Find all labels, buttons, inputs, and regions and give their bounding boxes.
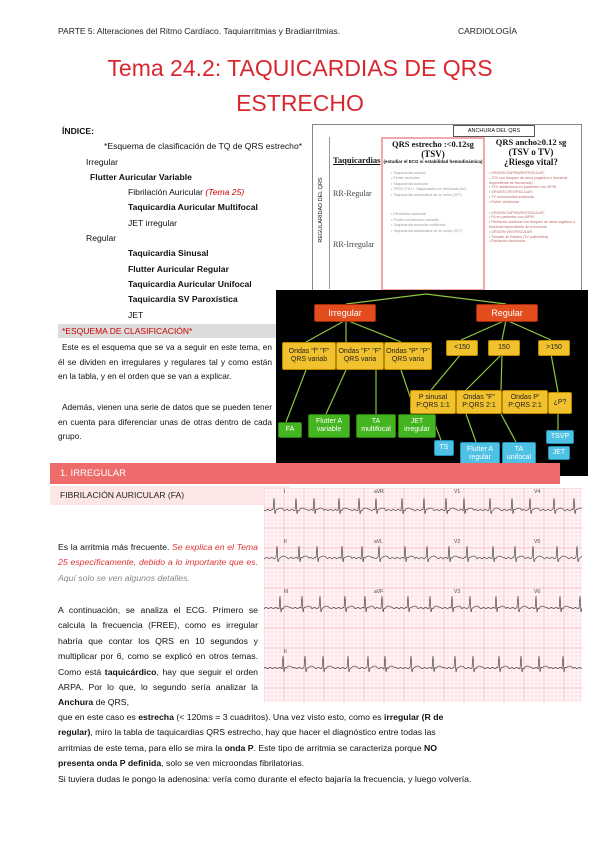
body-p2-e: de QRS, [93, 697, 129, 708]
body-line-2 [58, 725, 568, 740]
body-l1-c: (< 120ms = 3 cuadritos). Una vez visto esto, como es [173, 712, 384, 722]
table-cell-item: • ORIGEN VENTRICULAR: [489, 229, 533, 234]
diagram-ts: TS [434, 440, 454, 456]
body-line-3 [58, 741, 568, 756]
diagram-ondas-F: Ondas "F" P:QRS 2:1 [456, 390, 502, 414]
table-col1 [381, 137, 485, 291]
table-left-label: REGULARIDAD DEL QRS [318, 177, 324, 243]
ecg-lead-trace [264, 546, 582, 562]
ecg-lead-label: V2 [454, 539, 461, 545]
diagram-gt150: >150 [538, 340, 570, 356]
diagram-ondas-P: Ondas P' P:QRS 2:1 [502, 390, 548, 414]
table-col1-note: (estudiar el ECG si estabilidad hemodinámica) [383, 159, 483, 164]
body-p1-c: Aquí solo se ven algunos detalles. [58, 572, 190, 583]
ecg-lead-label: I [284, 489, 286, 495]
table-cell-item: • Fibrilación ventricular [489, 239, 526, 244]
toc-regular: Regular [86, 233, 117, 244]
ecg-lead-label: aVL [374, 539, 383, 545]
table-cell-item: • ORIGEN VENTRICULAR: [489, 190, 533, 195]
diagram-jet-irregular: JET irregular [398, 414, 436, 438]
ecg-lead-label: II [284, 539, 287, 545]
diagram-fa: FA [278, 422, 302, 438]
table-cell-item: • TV monomórfica sostenida [489, 194, 534, 199]
table-cell-item: • TPSV (TIN + Taquicardia por reentrada AV) [391, 187, 467, 191]
table-cell-item: • Flutter conducción variable [391, 217, 439, 222]
diagram-ta-unifocal: TA unifocal [502, 442, 536, 466]
ecg-strip [264, 488, 582, 702]
toc-flutter-regular: Flutter Auricular Regular [128, 263, 229, 274]
diagram-flutter-variable: Flutter A variable [308, 414, 350, 438]
table-cell-item: • Taquicardia sinusal [391, 170, 426, 175]
ecg-lead-label: V1 [454, 489, 461, 495]
ecg-lead-trace [264, 498, 582, 514]
table-cell-item: • TSV antidrómica en pacientes con WPW [489, 185, 557, 190]
table-cell-item: • FA en pacientes con WPW [489, 215, 534, 220]
body-l1-b: estrecha [138, 712, 174, 722]
section-title: 1. IRREGULAR [50, 463, 560, 484]
toc-ta-multifocal: Taquicardia Auricular Multifocal [128, 202, 258, 213]
toc-tsvp: Taquicardia SV Paroxística [128, 294, 238, 305]
table-row-irregular: RR-Irregular [333, 240, 375, 249]
table-col2-title: QRS ancho≥0.12 sg [495, 137, 567, 147]
toc-ts: Taquicardia Sinusal [128, 248, 209, 259]
ecg-lead-label: V6 [534, 589, 541, 595]
toc-jet: JET [128, 309, 144, 320]
table-cell-item: • Taquicardia auricular multifocal [391, 223, 446, 227]
ecg-lead-label: II [284, 649, 287, 655]
classification-table [312, 124, 582, 292]
table-cell-item: • TSV con bloqueo de rama (orgánico o funcional dependiente de frecuencia) [489, 175, 568, 185]
diagram-psinusal: P sinusal P:QRS 1:1 [410, 390, 456, 414]
body-p2-a: A continuación, se analiza el ECG. Primero se calcula la frecuencia (FREE), como es irregular habría que contar los QRS en 10 segundos y multiplicar por 6, como se explicó en otros temas. Como está [58, 605, 258, 677]
diagram-regular: Regular [476, 304, 538, 322]
running-header-right: CARDIOLOGÍA [458, 26, 518, 36]
table-col2-sub: (TSV o TV) [508, 147, 554, 157]
diagram-ta-multifocal: TA multifocal [356, 414, 396, 438]
ecg-lead-label: V5 [534, 539, 541, 545]
body-l1-a: que en este caso es [58, 712, 139, 722]
toc-fa-text: Fibrilación Auricular [128, 187, 206, 198]
diagram-eq150: 150 [488, 340, 520, 356]
toc-fa-ref: (Tema 25) [205, 187, 245, 198]
body-l3-a: arritmias de este tema, para ello se mira la [58, 742, 225, 753]
esquema-paragraph-1: Este es el esquema que se va a seguir en este tema, en él se dividen en irregulares y regulares tal y como están en la tabla, y en el orden que se van a explicar. [58, 342, 272, 381]
body-p1-b: Se explica en el Tema 25 específicamente, debido a lo importante que es. [58, 542, 258, 568]
table-cell-regular-wide [485, 171, 577, 205]
ecg-lead-label: aVR [374, 489, 384, 495]
body-line-4 [58, 756, 568, 771]
body-p1-a: Es la arritmia más frecuente. [58, 542, 173, 552]
table-cell-item: • Torsade de Pointes (TV polimórfica) [489, 234, 549, 239]
diagram-lt150: <150 [446, 340, 478, 356]
table-cell-item: • Taquicardia auricular [391, 181, 429, 186]
body-p2-d: Anchura [58, 697, 94, 708]
toc-fa [62, 185, 322, 200]
classification-diagram [276, 290, 588, 476]
table-cell-item: • Taquicardia automática de la unión (JET) [391, 192, 463, 197]
diagram-q2: Ondas "F" "F" QRS varia [336, 342, 384, 370]
diagram-p-question: ¿P? [548, 392, 572, 414]
body-line-5: Si tuviera dudas le pongo la adenosina: vería como durante el efecto bajaría la frecuencia, y luego volvería. [58, 773, 472, 784]
body-l4-b: , solo se ven microondas fibrilatorias. [161, 758, 305, 769]
table-cell-item: • Taquicardia automática de la unión (JET) [391, 228, 463, 233]
table-col0: Taquicardias [333, 155, 381, 165]
esquema-label: *ESQUEMA DE CLASIFICACIÓN* [58, 324, 294, 338]
body-l3-c: . Este tipo de arritmia se caracteriza porque [253, 742, 424, 753]
toc-label: ÍNDICE: [62, 126, 94, 136]
table-col2 [485, 137, 577, 287]
table-cell-item: • Fibrilación auricular con bloqueo de rama orgánico o funcional dependiente de frecuencia [489, 220, 575, 229]
body-p2-c: , hay que seguir el orden ARPA. Por lo que, lo segundo sería analizar la [58, 666, 258, 693]
body-l1-d: irregular (R de [383, 712, 444, 722]
body-l3-d: NO [424, 742, 438, 753]
toc-irregular: Irregular [86, 156, 118, 167]
body-l2-b: , miro la tabla de taquicardias QRS estrecho, hay que hacer el diagnóstico entre todas las [90, 727, 436, 738]
ecg-trace [264, 488, 582, 702]
diagram-irregular: Irregular [314, 304, 376, 322]
table-row-regular: RR-Regular [333, 189, 372, 198]
table-cell-item: • Fibrilación auricular [391, 212, 427, 216]
table-cell-regular-narrow [383, 171, 483, 199]
table-col1-sub: (TSV) [421, 149, 445, 159]
toc-ta-unifocal: Taquicardia Auricular Unifocal [128, 278, 252, 289]
body-paragraph-1 [58, 540, 258, 586]
running-header-left: PARTE 5: Alteraciones del Ritmo Cardíaco. Taquiarritmias y Bradiarritmias. [58, 26, 341, 36]
body-p2-b: taquicárdico [104, 666, 157, 677]
body-l2-a: regular) [58, 727, 91, 738]
table-cell-item: • ORIGEN SUPRAVENTRICULAR: [489, 171, 545, 175]
diagram-q3: Ondas "P" "P" QRS varia [384, 342, 432, 370]
toc-jet-irregular: JET irregular [128, 217, 178, 228]
diagram-flutter-regular: Flutter A regular [460, 442, 500, 466]
body-paragraph-3 [58, 710, 568, 787]
toc-intro: *Esquema de clasificación de TQ de QRS estrecho* [104, 141, 303, 152]
table-cell-irregular-narrow [383, 212, 483, 234]
body-line-1 [58, 710, 568, 725]
ecg-lead-label: aVF [374, 589, 384, 595]
table-cell-irregular-wide [485, 211, 577, 245]
body-paragraph-2 [58, 603, 258, 711]
ecg-lead-label: V3 [454, 589, 461, 595]
body-l3-b: onda P [224, 742, 254, 753]
table-col1-title: QRS estrecho :<0.12sg [392, 139, 474, 149]
page-title-line2: ESTRECHO [236, 90, 364, 116]
diagram-q1: Ondas "f" "F" QRS variab [282, 342, 336, 370]
table-left-label-box [313, 137, 330, 289]
table-cell-item: • Flutter auricular [391, 176, 420, 180]
subsection-title: FIBRILACIÓN AURICULAR (FA) [50, 486, 290, 505]
body-l4-a: presenta onda P definida [58, 758, 162, 769]
ecg-lead-label: III [284, 589, 289, 595]
page-title-line1: Tema 24.2: TAQUICARDIAS DE QRS [107, 55, 493, 81]
table-cell-item: • Flutter ventricular [489, 199, 520, 204]
esquema-paragraph-2: Además, vienen una serie de datos que se pueden tener en cuenta para diferenciar unas de otras dentro de cada grupo. [58, 402, 272, 441]
ecg-lead-label: V4 [534, 489, 541, 495]
table-col2-q: ¿Riesgo vital? [504, 157, 558, 167]
diagram-tsvp: TSVP [546, 430, 574, 444]
table-top-label: ANCHURA DEL QRS [453, 125, 535, 137]
table-cell-item: • ORIGEN SUPRAVENTRICULAR: [489, 210, 545, 215]
toc-flutter-variable: Flutter Auricular Variable [90, 171, 192, 182]
diagram-jet: JET [548, 446, 570, 460]
